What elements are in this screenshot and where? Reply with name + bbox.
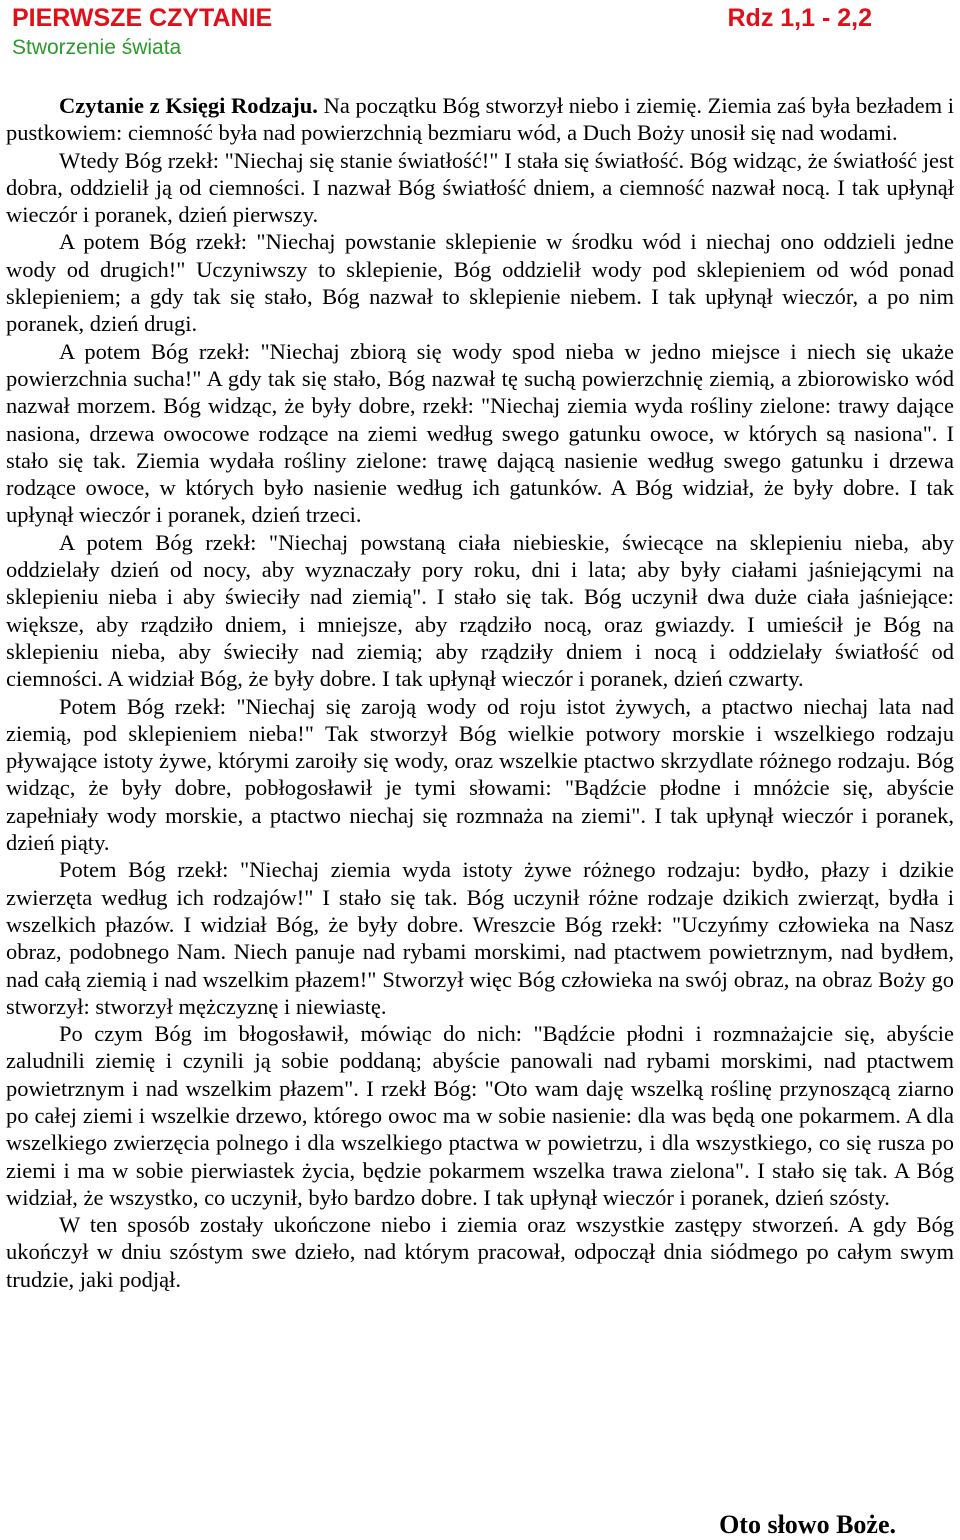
- reading-paragraph: Wtedy Bóg rzekł: "Niechaj się stanie światłość!" I stała się światłość. Bóg widząc, że światłość jest dobra, oddzielił ją od ciemności. I nazwał Bóg światłość dniem, a ciemność nazwał nocą. I tak upłynął wieczór i poranek, dzień pierwszy.: [6, 147, 954, 228]
- scripture-reference: Rdz 1,1 - 2,2: [727, 4, 872, 32]
- reading-paragraph: Potem Bóg rzekł: "Niechaj się zaroją wody od roju istot żywych, a ptactwo niechaj lata nad ziemią, pod sklepieniem nieba!" Tak stworzył Bóg wielkie potwory morskie i wszelkiego rodzaju pływające istoty żywe, którymi zaroiły się wody, oraz wszelkie ptactwo skrzydlate różnego rodzaju. Bóg widząc, że były dobre, pobłogosławił je tymi słowami: "Bądźcie płodne i mnóżcie się, abyście zapełniały wody morskie, a ptactwo niechaj się rozmnaża na ziemi". I tak upłynął wieczór i poranek, dzień piąty.: [6, 693, 954, 856]
- reading-body: [6, 92, 954, 1293]
- closing-acclamation: Oto słowo Boże.: [719, 1510, 896, 1539]
- reading-paragraph: A potem Bóg rzekł: "Niechaj zbiorą się wody spod nieba w jedno miejsce i niech się ukaże powierzchnia sucha!" A gdy tak się stało, Bóg nazwał tę suchą powierzchnię ziemią, a zbiorowisko wód nazwał morzem. Bóg widząc, że były dobre, rzekł: "Niechaj ziemia wyda rośliny zielone: trawy dające nasiona, drzewa owocowe rodzące na ziemi według swego gatunku owoce, w których są nasiona". I stało się tak. Ziemia wydała rośliny zielone: trawę dającą nasienie według swego gatunku i drzewa rodzące owoce, w których było nasienie według ich gatunków. A Bóg widział, że były dobre. I tak upłynął wieczór i poranek, dzień trzeci.: [6, 338, 954, 528]
- reading-paragraph: Potem Bóg rzekł: "Niechaj ziemia wyda istoty żywe różnego rodzaju: bydło, płazy i dzikie zwierzęta według ich rodzajów!" I stało się tak. Bóg uczynił różne rodzaje dzikich zwierząt, bydła i wszelkich płazów. I widział Bóg, że były dobre. Wreszcie Bóg rzekł: "Uczyńmy człowieka na Nasz obraz, podobnego Nam. Niech panuje nad rybami morskimi, nad ptactwem powietrznym, nad bydłem, nad całą ziemią i nad wszelkim płazem!" Stworzył więc Bóg człowieka na swój obraz, na obraz Boży go stworzył: stworzył mężczyznę i niewiastę.: [6, 857, 954, 1019]
- reading-paragraph: A potem Bóg rzekł: "Niechaj powstanie sklepienie w środku wód i niechaj ono oddzieli jedne wody od drugich!" Uczyniwszy to sklepienie, Bóg oddzielił wody pod sklepieniem od wód ponad sklepieniem; a gdy tak się stało, Bóg nazwał to sklepienie niebem. I tak upłynął wieczór, a po nim poranek, dzień drugi.: [6, 229, 954, 337]
- reading-paragraph: A potem Bóg rzekł: "Niechaj powstaną ciała niebieskie, świecące na sklepieniu nieba, aby oddzielały dzień od nocy, aby wyznaczały pory roku, dni i lata; aby były ciałami jaśniejącymi na sklepieniu nieba i aby świeciły nad ziemią". I stało się tak. Bóg uczynił dwa duże ciała jaśniejące: większe, aby rządziło dniem, i mniejsze, aby rządziło nocą, oraz gwiazdy. I umieścił je Bóg na sklepieniu nieba, aby świeciły nad ziemią; aby rządziły dniem i nocą i oddzielały światłość od ciemności. A widział Bóg, że były dobre. I tak upłynął wieczór i poranek, dzień czwarty.: [6, 529, 954, 692]
- reading-header: [6, 0, 954, 58]
- reading-paragraph: [6, 92, 954, 147]
- paragraph-text: Na początku Bóg stworzył niebo i ziemię. Ziemia zaś była bezładem i pustkowiem: ciemność była nad powierzchnią bezmiaru wód, a Duch Boży unosił się nad wodami.: [6, 93, 955, 146]
- book-title: Czytanie z Księgi Rodzaju.: [59, 93, 318, 118]
- reading-subtitle: Stworzenie świata: [12, 36, 182, 59]
- reading-paragraph: Po czym Bóg im błogosławił, mówiąc do nich: "Bądźcie płodni i rozmnażajcie się, abyście zaludnili ziemię i czynili ją sobie poddaną; abyście panowali nad rybami morskimi, nad ptactwem powietrznym i nad wszelkim płazem". I rzekł Bóg: "Oto wam daję wszelką roślinę przynoszącą ziarno po całej ziemi i wszelkie drzewo, którego owoc ma w sobie nasienie: dla was będą one pokarmem. A dla wszelkiego zwierzęcia polnego i dla wszelkiego ptactwa w powietrzu, i dla wszystkiego, co się rusza po ziemi i ma w sobie pierwiastek życia, będzie pokarmem wszelka trawa zielona". I stało się tak. A Bóg widział, że wszystko, co uczynił, było bardzo dobre. I tak upłynął wieczór i poranek, dzień szósty.: [6, 1021, 954, 1210]
- reading-paragraph: W ten sposób zostały ukończone niebo i ziemia oraz wszystkie zastępy stworzeń. A gdy Bóg ukończył w dniu szóstym swe dzieło, nad którym pracował, odpoczął dnia siódmego po całym swym trudzie, jaki podjął.: [6, 1212, 954, 1292]
- reading-label: PIERWSZE CZYTANIE: [12, 4, 273, 32]
